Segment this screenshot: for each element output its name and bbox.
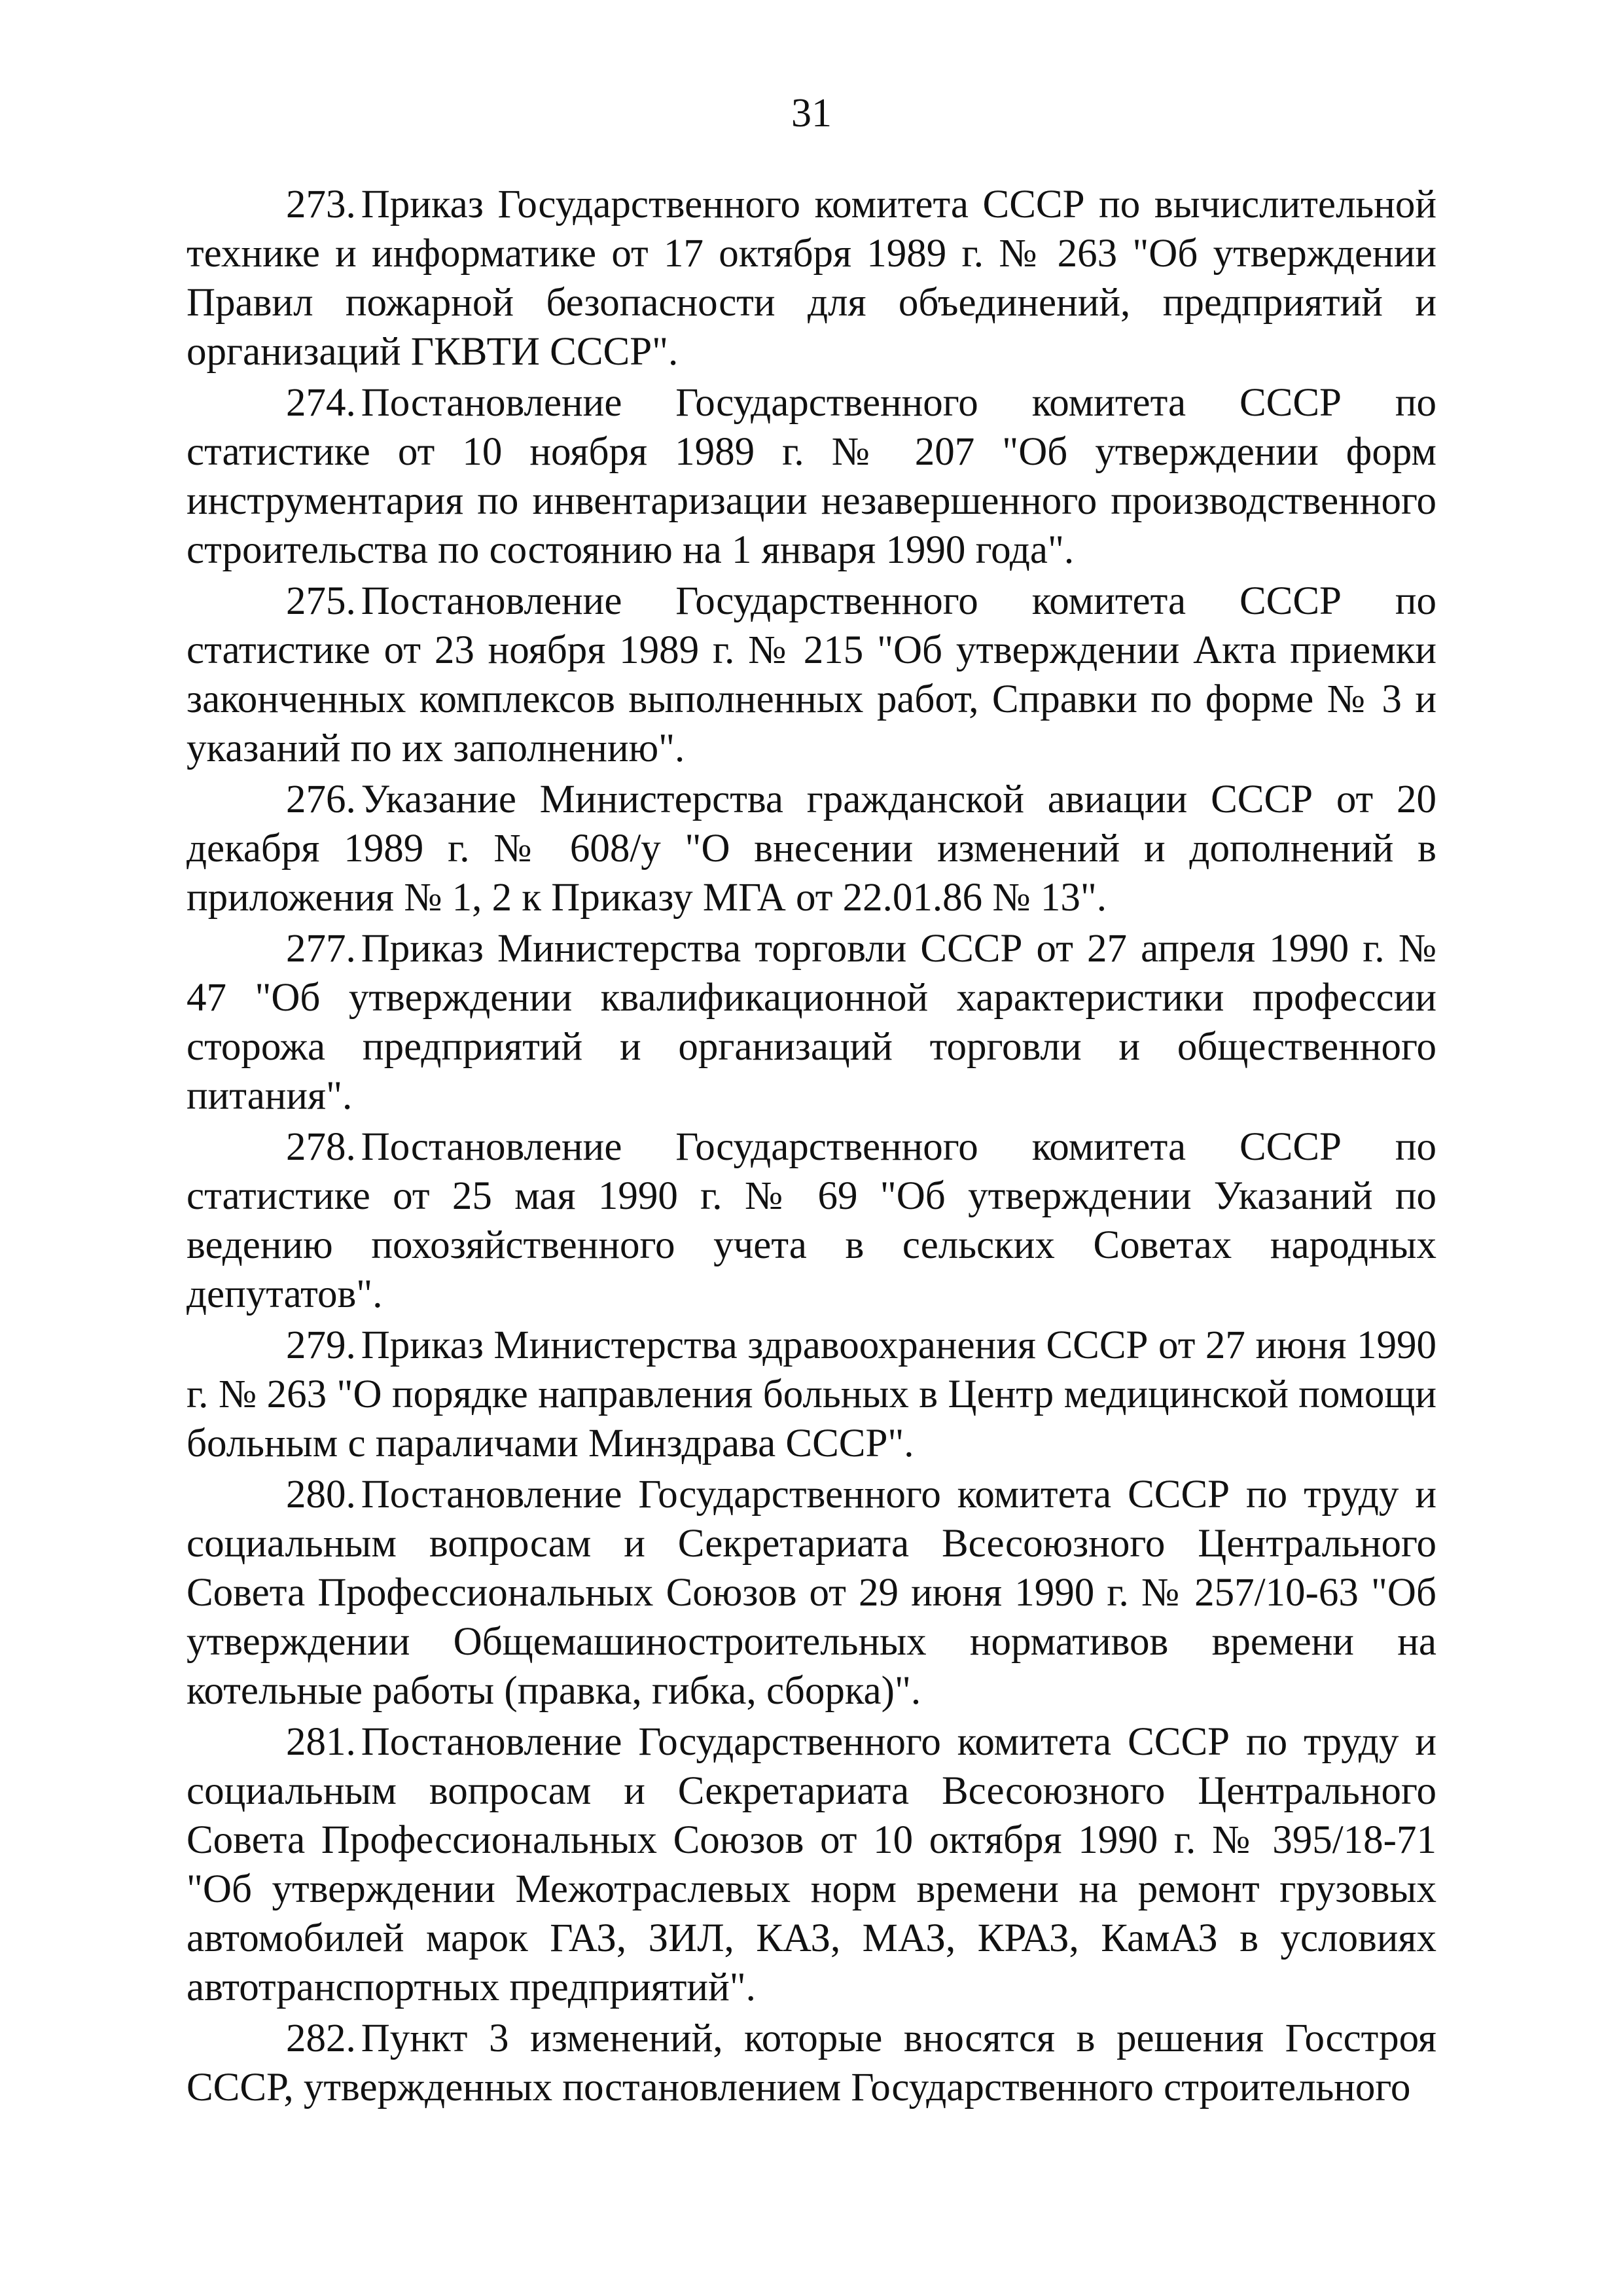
item-text: Указание Министерства гражданской авиации СССР от 20 декабря 1989 г. № 608/у "О внесении изменений и дополнений в приложения № 1, 2 к Приказу МГА от 22.01.86 № 13". bbox=[187, 778, 1436, 920]
list-item-278 bbox=[187, 1122, 1436, 1319]
item-text: Постановление Государственного комитета СССР по статистике от 25 мая 1990 г. № 69 "Об утверждении Указаний по ведению похозяйственного учета в сельских Советах народных депутатов". bbox=[187, 1125, 1436, 1316]
page-number: 31 bbox=[791, 91, 832, 135]
item-number: 276. bbox=[286, 778, 356, 821]
list-item-282 bbox=[187, 2014, 1436, 2112]
item-text: Постановление Государственного комитета СССР по труду и социальным вопросам и Секретариата Всесоюзного Центрального Совета Профессиональных Союзов от 10 октября 1990 г. № 395/18-71 "Об утверждении Межотраслевых норм времени на ремонт грузовых автомобилей марок ГАЗ, ЗИЛ, КАЗ, МАЗ, КРАЗ, КамАЗ в условиях автотранспортных предприятий". bbox=[187, 1720, 1436, 2009]
item-text: Постановление Государственного комитета СССР по труду и социальным вопросам и Секретариата Всесоюзного Центрального Совета Профессиональных Союзов от 29 июня 1990 г. № 257/10-63 "Об утверждении Общемашиностроительных нормативов времени на котельные работы (правка, гибка, сборка)". bbox=[187, 1473, 1436, 1713]
item-number: 274. bbox=[286, 381, 356, 425]
item-text: Постановление Государственного комитета СССР по статистике от 10 ноября 1989 г. № 207 "Об утверждении форм инструментария по инвентаризации незавершенного производственного строительства по состоянию на 1 января 1990 года". bbox=[187, 381, 1436, 572]
list-item-276 bbox=[187, 775, 1436, 922]
document-body bbox=[187, 180, 1436, 2114]
item-number: 280. bbox=[286, 1473, 356, 1516]
list-item-279 bbox=[187, 1321, 1436, 1468]
item-number: 279. bbox=[286, 1323, 356, 1367]
list-item-280 bbox=[187, 1470, 1436, 1715]
list-item-275 bbox=[187, 577, 1436, 773]
item-text: Приказ Государственного комитета СССР по вычислительной технике и информатике от 17 октября 1989 г. № 263 "Об утверждении Правил пожарной безопасности для объединений, предприятий и организаций ГКВТИ СССР". bbox=[187, 183, 1436, 374]
item-number: 281. bbox=[286, 1720, 356, 1764]
list-item-277 bbox=[187, 924, 1436, 1121]
item-text: Приказ Министерства торговли СССР от 27 апреля 1990 г. № 47 "Об утверждении квалификационной характеристики профессии сторожа предприятий и организаций торговли и общественного питания". bbox=[187, 927, 1436, 1118]
item-text: Пункт 3 изменений, которые вносятся в решения Госстроя СССР, утвержденных постановлением Государственного строительного bbox=[187, 2017, 1436, 2109]
item-number: 275. bbox=[286, 579, 356, 623]
item-number: 277. bbox=[286, 927, 356, 971]
item-text: Постановление Государственного комитета СССР по статистике от 23 ноября 1989 г. № 215 "Об утверждении Акта приемки законченных комплексов выполненных работ, Справки по форме № 3 и указаний по их заполнению". bbox=[187, 579, 1436, 770]
list-item-274 bbox=[187, 378, 1436, 575]
item-number: 278. bbox=[286, 1125, 356, 1169]
item-number: 282. bbox=[286, 2017, 356, 2060]
item-number: 273. bbox=[286, 183, 356, 226]
list-item-273 bbox=[187, 180, 1436, 376]
list-item-281 bbox=[187, 1717, 1436, 2012]
item-text: Приказ Министерства здравоохранения СССР от 27 июня 1990 г. № 263 "О порядке направления больных в Центр медицинской помощи больным с параличами Минздрава СССР". bbox=[187, 1323, 1436, 1465]
